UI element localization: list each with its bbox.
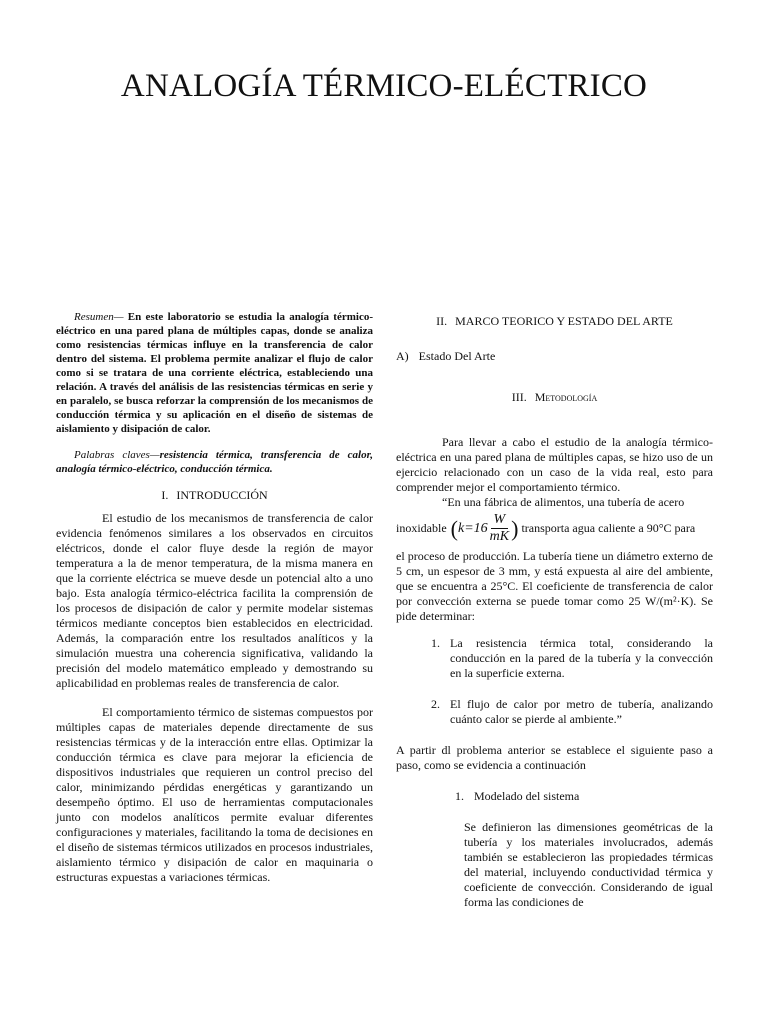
intro-title: INTRODUCCIÓN xyxy=(176,488,268,502)
estado-arte-heading xyxy=(396,349,713,364)
list-item-number: 1. xyxy=(431,636,440,650)
metodologia-title: Metodología xyxy=(534,390,598,404)
keywords-text: resistencia térmica, transferencia de calor, analogía térmico-eléctrico, conducción térmica. xyxy=(56,449,374,475)
metodologia-paragraph-1: Para llevar a cabo el estudio de la analogía térmico-eléctrica en una pared plana de múltiples capas, se hizo uso de un ejercicio relacionado con un caso de la vida real, esto para comprender mejor el comportamiento térmico. xyxy=(396,435,713,494)
problem-quote-start: “En una fábrica de alimentos, una tubería de acero xyxy=(442,495,685,509)
step-number: 1. xyxy=(455,789,464,803)
estado-arte-title: Estado Del Arte xyxy=(418,349,496,363)
list-item-text: El flujo de calor por metro de tubería, analizando cuánto calor se pierde al ambiente.” xyxy=(450,697,713,726)
equation-denominator: mK xyxy=(489,529,510,544)
left-column xyxy=(56,310,373,885)
intro-number: I. xyxy=(161,488,169,502)
equation-prefix: inoxidable xyxy=(396,521,447,535)
keywords-lead: Palabras claves— xyxy=(74,449,160,461)
problem-quote-rest: el proceso de producción. La tubería tiene un diámetro externo de 5 cm, un espesor de 3 mm, y está expuesta al aire del ambiente, que se encuentra a 25°C. El coeficiente de transferencia de calor por convección externa se puede tomar como 25 W/(m²·K). Se pide determinar: xyxy=(396,549,713,623)
marco-title: MARCO TEORICO Y ESTADO DEL ARTE xyxy=(455,314,673,328)
right-column xyxy=(396,310,713,910)
equation-fraction xyxy=(490,512,509,545)
equation-line: inoxidable ( k=16 $\frac{W}{mK}$ ) transporta agua caliente a 90°C para xyxy=(396,512,696,544)
problem-list xyxy=(396,636,713,727)
step-title: Modelado del sistema xyxy=(474,789,580,803)
keywords xyxy=(56,448,373,476)
abstract-text: En este laboratorio se estudia la analogía térmico-eléctrico en una pared plana de múltiples capas, donde se analiza como resistencias térmicas influye en la transferencia de calor dentro del sistema. El problema permite analizar el flujo de calor como si se tratara de una corriente eléctrica, estableciendo una relación. A través del análisis de las resistencias térmicas en serie y en paralelo, se busca reforzar la comprensión de los mecanismos de conducción térmica y su aplicación en el diseño de sistemas de aislamiento y disipación de calor. xyxy=(56,311,373,435)
equation-suffix: transporta agua caliente a 90°C para xyxy=(521,521,696,535)
abstract-lead: Resumen— xyxy=(74,311,124,323)
metodologia-paragraph-2: A partir dl problema anterior se establece el siguiente paso a paso, como se evidencia a continuación xyxy=(396,743,713,772)
metodologia-heading xyxy=(396,390,713,405)
step-heading xyxy=(396,789,713,804)
estado-arte-number: A) xyxy=(396,349,409,363)
equation-k-value: k=16 xyxy=(457,521,488,536)
abstract xyxy=(56,310,373,436)
paper-title: ANALOGÍA TÉRMICO-ELÉCTRICO xyxy=(120,68,648,104)
list-item-text: La resistencia térmica total, considerando la conducción en la pared de la tubería y la convección en la superficie externa. xyxy=(450,636,713,680)
intro-paragraph-1: El estudio de los mecanismos de transferencia de calor evidencia fenómenos similares a los observados en circuitos eléctricos, donde el calor fluye desde la región de mayor temperatura a la de menor temperatura, de la misma manera en que la corriente eléctrica se mueve desde un potencial alto a uno bajo. Esta analogía térmico-eléctrica facilita la comprensión de los procesos de disipación de calor y permite modelar sistemas térmicos mediante conceptos bien establecidos en electricidad. Además, la comparación entre los resultados analíticos y la simulación muestra una coherencia significativa, validando la precisión del modelo matemático empleado y demostrando su aplicabilidad en problemas reales de transferencia de calor. xyxy=(56,511,373,690)
list-item xyxy=(396,697,713,727)
list-item-number: 2. xyxy=(431,697,440,711)
intro-paragraph-2: El comportamiento térmico de sistemas compuestos por múltiples capas de materiales depende directamente de sus resistencias térmicas y de la interacción entre ellas. Optimizar la conducción térmica es clave para mejorar la eficiencia de dispositivos industriales que requieren un control preciso del calor, minimizando pérdidas energéticas y garantizando un desempeño óptimo. El uso de herramientas computacionales junto con modelos analíticos permite evaluar diferentes configuraciones y materiales, facilitando la toma de decisiones en el diseño de sistemas térmicos utilizados en procesos industriales, aislamiento térmico y disipación de calor en maquinaria o estructuras expuestas a variaciones térmicas. xyxy=(56,705,373,884)
equation-numerator: W xyxy=(491,512,509,529)
marco-number: II. xyxy=(436,314,448,328)
marco-heading xyxy=(396,314,713,329)
metodologia-number: III. xyxy=(511,390,527,404)
step-paragraph: Se definieron las dimensiones geométricas de la tubería y los materiales involucrados, además también se establecieron las propiedades térmicas del material, incluyendo conductividad térmica y coeficiente de convección. Considerando de igual forma las condiciones de xyxy=(464,820,713,909)
intro-heading xyxy=(56,488,373,503)
list-item xyxy=(396,636,713,681)
